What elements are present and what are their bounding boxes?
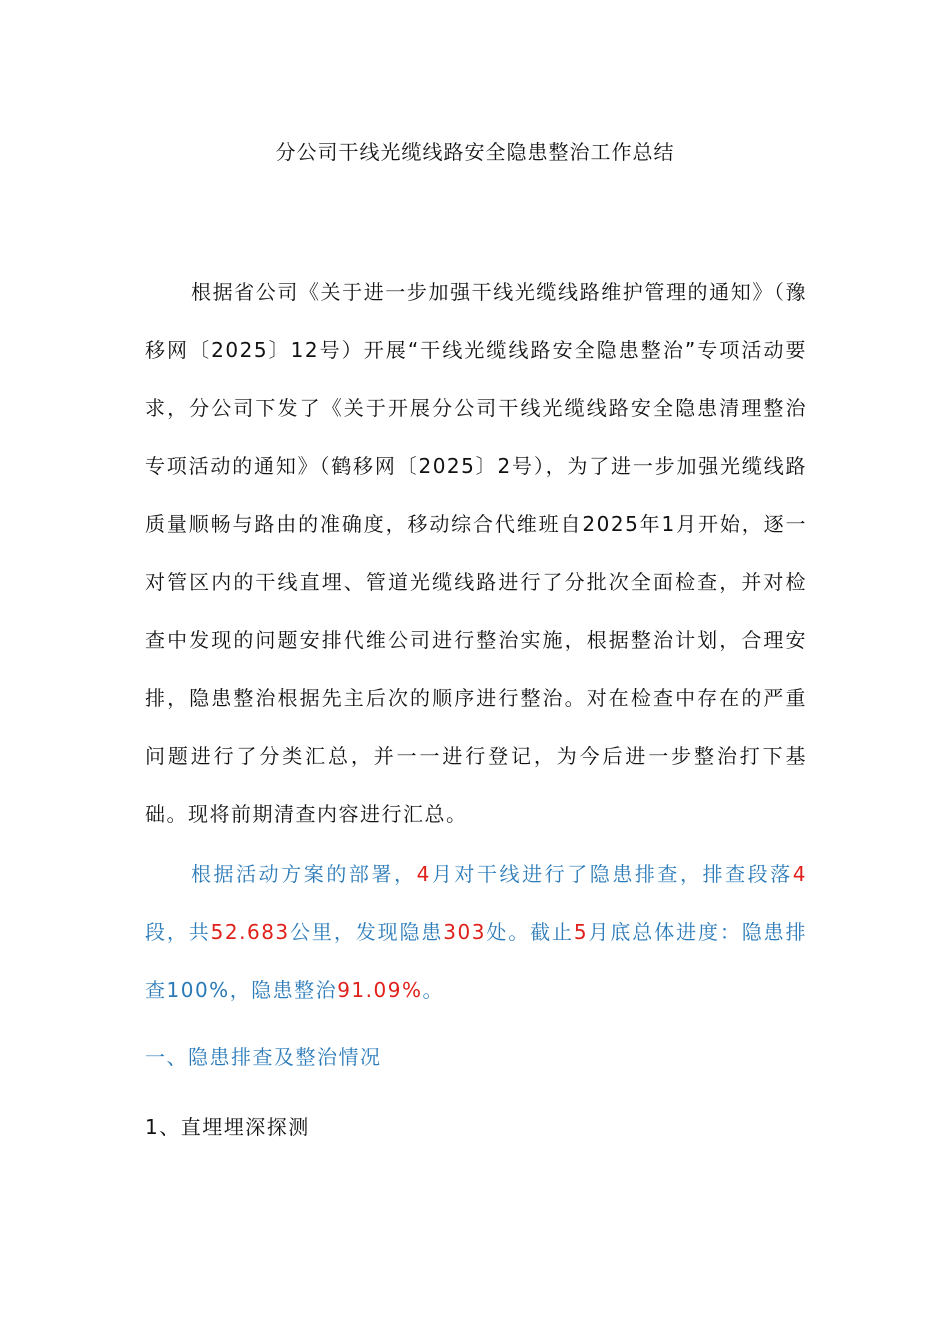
para2-text-4: 公里，发现隐患 [289, 920, 444, 944]
para2-number-month: 4 [416, 862, 431, 886]
para2-number-segments: 4 [792, 862, 808, 886]
body-paragraph-2 [145, 845, 807, 1019]
section-heading-1: 一、隐患排查及整治情况 [145, 1045, 382, 1069]
para2-text-6: 月底总体进度：隐患排查 [145, 920, 808, 1002]
subsection-heading-1: 1、直埋埋深探测 [145, 1115, 310, 1139]
para2-number-km: 52.683 [210, 920, 290, 944]
para2-number-inspection-progress: 100% [166, 978, 230, 1002]
body-paragraph-1: 根据省公司《关于进一步加强干线光缆线路维护管理的通知》（豫移网〔2025〕12号）开展“干线光缆线路安全隐患整治”专项活动要求，分公司下发了《关于开展分公司干线光缆线路安全隐患清理整治专项活动的通知》（鹤移网〔2025〕2号），为了进一步加强光缆线路质量顺畅与路由的准确度，移动综合代维班自2025年1月开始，逐一对管区内的干线直埋、管道光缆线路进行了分批次全面检查，并对检查中发现的问题安排代维公司进行整治实施，根据整治计划，合理安排，隐患整治根据先主后次的顺序进行整治。对在检查中存在的严重问题进行了分类汇总，并一一进行登记，为今后进一步整治打下基础。现将前期清查内容进行汇总。 [145, 280, 807, 826]
para2-text-3: 段，共 [145, 920, 211, 944]
para2-number-end-month: 5 [573, 920, 589, 944]
para2-text-7: ，隐患整治 [229, 978, 338, 1002]
para2-text-5: 处。截止 [485, 920, 574, 944]
para2-text-1: 根据活动方案的部署， [191, 862, 417, 886]
para2-text-8: 。 [422, 978, 444, 1002]
para2-number-hazards: 303 [443, 920, 486, 944]
document-title: 分公司干线光缆线路安全隐患整治工作总结 [275, 140, 675, 164]
para2-number-remediation-progress: 91.09% [337, 978, 423, 1002]
para2-text-2: 月对干线进行了隐患排查，排查段落 [430, 862, 793, 886]
